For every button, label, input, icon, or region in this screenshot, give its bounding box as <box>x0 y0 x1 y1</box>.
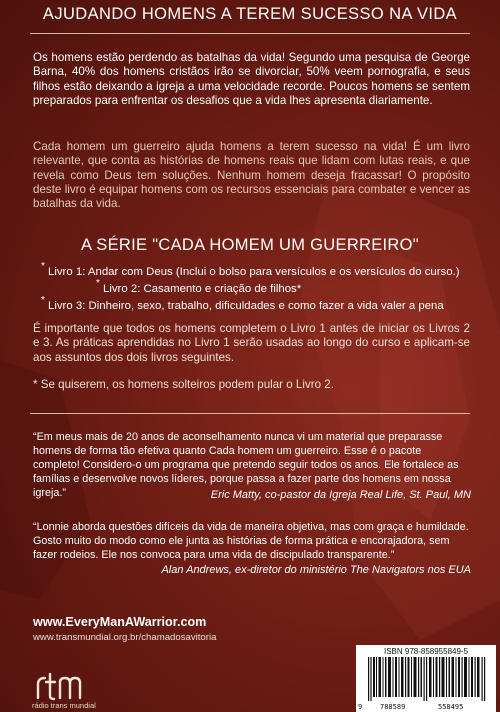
book-label: Livro 2: Casamento e criação de filhos* <box>103 283 302 295</box>
title-divider <box>30 33 470 34</box>
series-paragraph: É importante que todos os homens completem o Livro 1 antes de iniciar os Livros 2 e 3. As práticas aprendidas no Livro 1 serão usadas ao longo do curso e aplicam-se aos assuntos dos dois livros seguintes. <box>33 322 470 364</box>
testimonial-author-1: Eric Matty, co-pastor da Igreja Real Life, St. Paul, MN <box>210 489 471 501</box>
barcode-bars <box>366 657 490 701</box>
testimonial-quote-2: “Lonnie aborda questões difíceis da vida de maneira objetiva, mas com graça e humildade. Gosto muito do modo como ele junta as histórias de forma prática e encorajadora, sem fazer rodeios. Ele nos convoca para uma vida de discipulado transparente.” <box>33 521 469 561</box>
book-label: Livro 1: Andar com Deus (Inclui o bolso para versículos e os versículos do curso.) <box>48 266 460 278</box>
series-note: * Se quiserem, os homens solteiros podem pular o Livro 2. <box>33 378 334 391</box>
book-label: Livro 3: Dinheiro, sexo, trabalho, dificuldades e como fazer a vida valer a pena <box>48 300 444 312</box>
website-link[interactable]: www.EveryManAWarrior.com <box>33 615 207 629</box>
bullet-star: * <box>41 261 45 272</box>
book-item-1 <box>41 261 460 278</box>
bullet-star: * <box>41 295 45 306</box>
bullet-star: * <box>96 278 100 289</box>
intro-paragraph-2: Cada homem um guerreiro ajuda homens a terem sucesso na vida! É um livro relevante, que conta as histórias de homens reais que lidam com lutas reais, e que revela como Deus tem soluções. Nenhum homem deseja fracassar! O propósito deste livro é equipar homens com os recursos essenciais para combater e vencer as batalhas da vida. <box>33 140 470 211</box>
intro-paragraph-1: Os homens estão perdendo as batalhas da vida! Segundo uma pesquisa de George Barna, 40% dos homens cristãos irão se divorciar, 50% veem pornografia, e seus filhos estão deixando a igreja a uma velocidade recorde. Poucos homens se sentem preparados para enfrentar os desafios que a vida lhes apresenta diariamente. <box>33 51 470 107</box>
book-item-2 <box>96 278 302 295</box>
barcode-digits-left: 788589 <box>380 703 406 711</box>
testimonial-author-2: Alan Andrews, ex-diretor do ministério The Navigators nos EUA <box>161 564 471 576</box>
isbn-label: ISBN 978-858955849-5 <box>383 647 469 656</box>
series-title: A SÉRIE "CADA HOMEM UM GUERREIRO" <box>81 236 419 254</box>
barcode-digits-right: 558495 <box>438 703 464 711</box>
logo-caption: rádio trans mundial <box>32 701 96 710</box>
book-item-3 <box>41 295 444 312</box>
barcode <box>356 645 496 712</box>
testimonial-quote-1: “Em meus mais de 20 anos de aconselhamento nunca vi um material que preparasse homens de forma tão efetiva quanto Cada homem um guerreiro. Esse é o pacote completo! Considero-o um programa que pretendo seguir todos os anos. Ele fortalece as famílias e desenvolve novos líderes, porque passa a fazer parte dos homens em nossa igreja.” <box>33 431 459 499</box>
secondary-website-link[interactable]: www.transmundial.org.br/chamadosavitoria <box>33 632 217 643</box>
barcode-digit-prefix: 9 <box>358 703 363 711</box>
page-title: AJUDANDO HOMENS A TEREM SUCESSO NA VIDA <box>42 5 458 23</box>
quotes-divider <box>30 413 470 414</box>
